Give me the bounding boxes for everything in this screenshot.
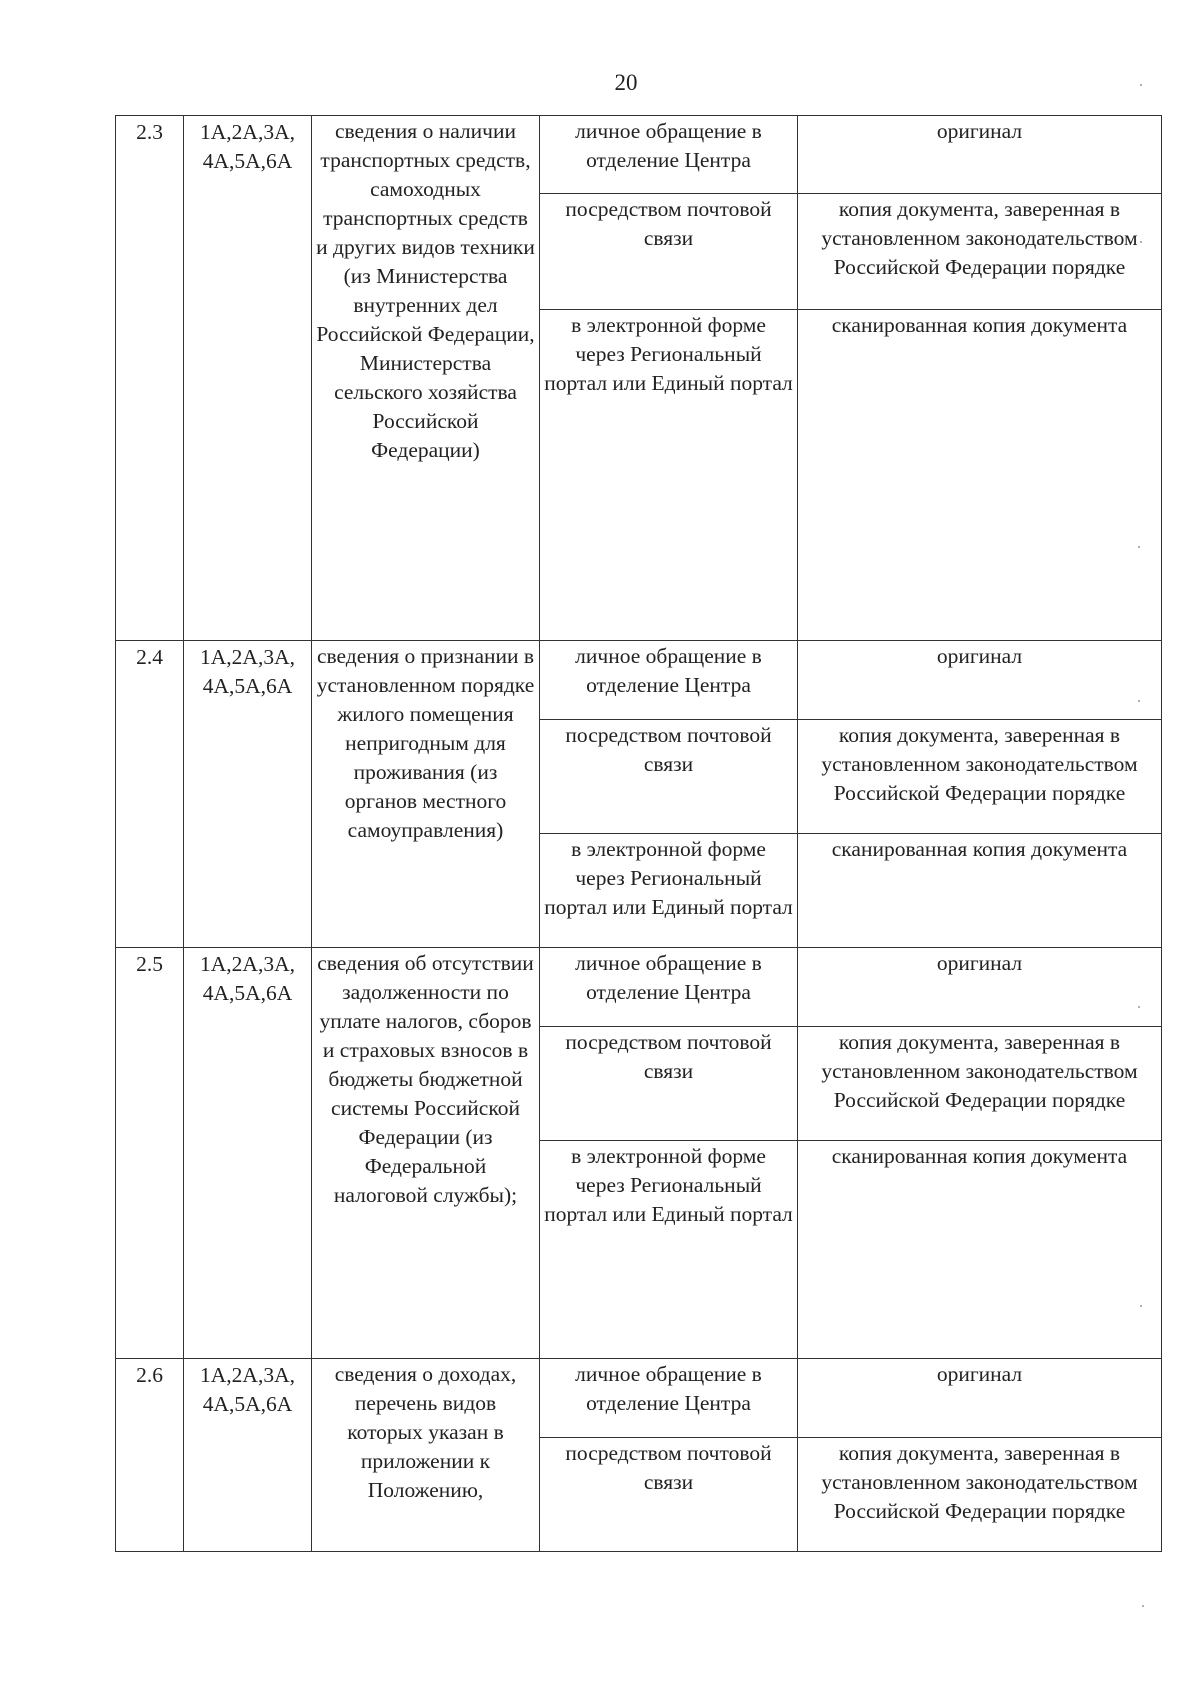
table-row bbox=[116, 641, 1162, 720]
documents-table bbox=[115, 115, 1162, 1552]
document-form: сканированная копия документа bbox=[798, 1141, 1162, 1359]
document-form: сканированная копия документа bbox=[798, 310, 1162, 641]
row-categories: 1А,2А,3А, 4А,5А,6А bbox=[184, 116, 312, 641]
row-number: 2.3 bbox=[116, 116, 184, 641]
submission-method: посредством почтовой связи bbox=[540, 1027, 798, 1141]
scan-speck bbox=[1142, 1605, 1144, 1607]
scan-speck bbox=[1140, 241, 1142, 243]
document-form: копия документа, заверенная в установленном законодательством Российской Федерации порядке bbox=[798, 720, 1162, 834]
scan-speck bbox=[1138, 700, 1140, 702]
submission-method: личное обращение в отделение Центра bbox=[540, 948, 798, 1027]
scan-speck bbox=[1138, 1006, 1140, 1008]
scan-speck bbox=[1140, 1305, 1142, 1307]
submission-method: личное обращение в отделение Центра bbox=[540, 1359, 798, 1438]
row-categories: 1А,2А,3А, 4А,5А,6А bbox=[184, 1359, 312, 1552]
row-number: 2.4 bbox=[116, 641, 184, 948]
row-description: сведения об отсутствии задолженности по уплате налогов, сборов и страховых взносов в бюджеты бюджетной системы Российской Федерации (из Федеральной налоговой службы); bbox=[312, 948, 540, 1359]
submission-method: в электронной форме через Региональный портал или Единый портал bbox=[540, 834, 798, 948]
submission-method: посредством почтовой связи bbox=[540, 194, 798, 310]
document-form: копия документа, заверенная в установленном законодательством Российской Федерации порядке bbox=[798, 194, 1162, 310]
row-description: сведения о наличии транспортных средств, самоходных транспортных средств и других видов техники (из Министерства внутренних дел Российской Федерации, Министерства сельского хозяйства Российской Федерации) bbox=[312, 116, 540, 641]
document-form: копия документа, заверенная в установленном законодательством Российской Федерации порядке bbox=[798, 1027, 1162, 1141]
document-form: оригинал bbox=[798, 948, 1162, 1027]
table-row bbox=[116, 948, 1162, 1027]
row-categories: 1А,2А,3А, 4А,5А,6А bbox=[184, 641, 312, 948]
submission-method: личное обращение в отделение Центра bbox=[540, 641, 798, 720]
submission-method: в электронной форме через Региональный портал или Единый портал bbox=[540, 310, 798, 641]
submission-method: в электронной форме через Региональный портал или Единый портал bbox=[540, 1141, 798, 1359]
table-row bbox=[116, 1359, 1162, 1438]
page-number: 20 bbox=[614, 70, 638, 95]
row-number: 2.5 bbox=[116, 948, 184, 1359]
document-form: копия документа, заверенная в установленном законодательством Российской Федерации порядке bbox=[798, 1438, 1162, 1552]
row-number: 2.6 bbox=[116, 1359, 184, 1552]
document-form: оригинал bbox=[798, 641, 1162, 720]
scan-speck bbox=[1138, 546, 1140, 548]
submission-method: личное обращение в отделение Центра bbox=[540, 116, 798, 194]
document-form: оригинал bbox=[798, 1359, 1162, 1438]
scan-speck bbox=[1140, 84, 1142, 86]
document-form: сканированная копия документа bbox=[798, 834, 1162, 948]
row-categories: 1А,2А,3А, 4А,5А,6А bbox=[184, 948, 312, 1359]
document-form: оригинал bbox=[798, 116, 1162, 194]
row-description: сведения о признании в установленном порядке жилого помещения непригодным для проживания (из органов местного самоуправления) bbox=[312, 641, 540, 948]
submission-method: посредством почтовой связи bbox=[540, 720, 798, 834]
table-row bbox=[116, 116, 1162, 194]
submission-method: посредством почтовой связи bbox=[540, 1438, 798, 1552]
row-description: сведения о доходах, перечень видов которых указан в приложении к Положению, bbox=[312, 1359, 540, 1552]
